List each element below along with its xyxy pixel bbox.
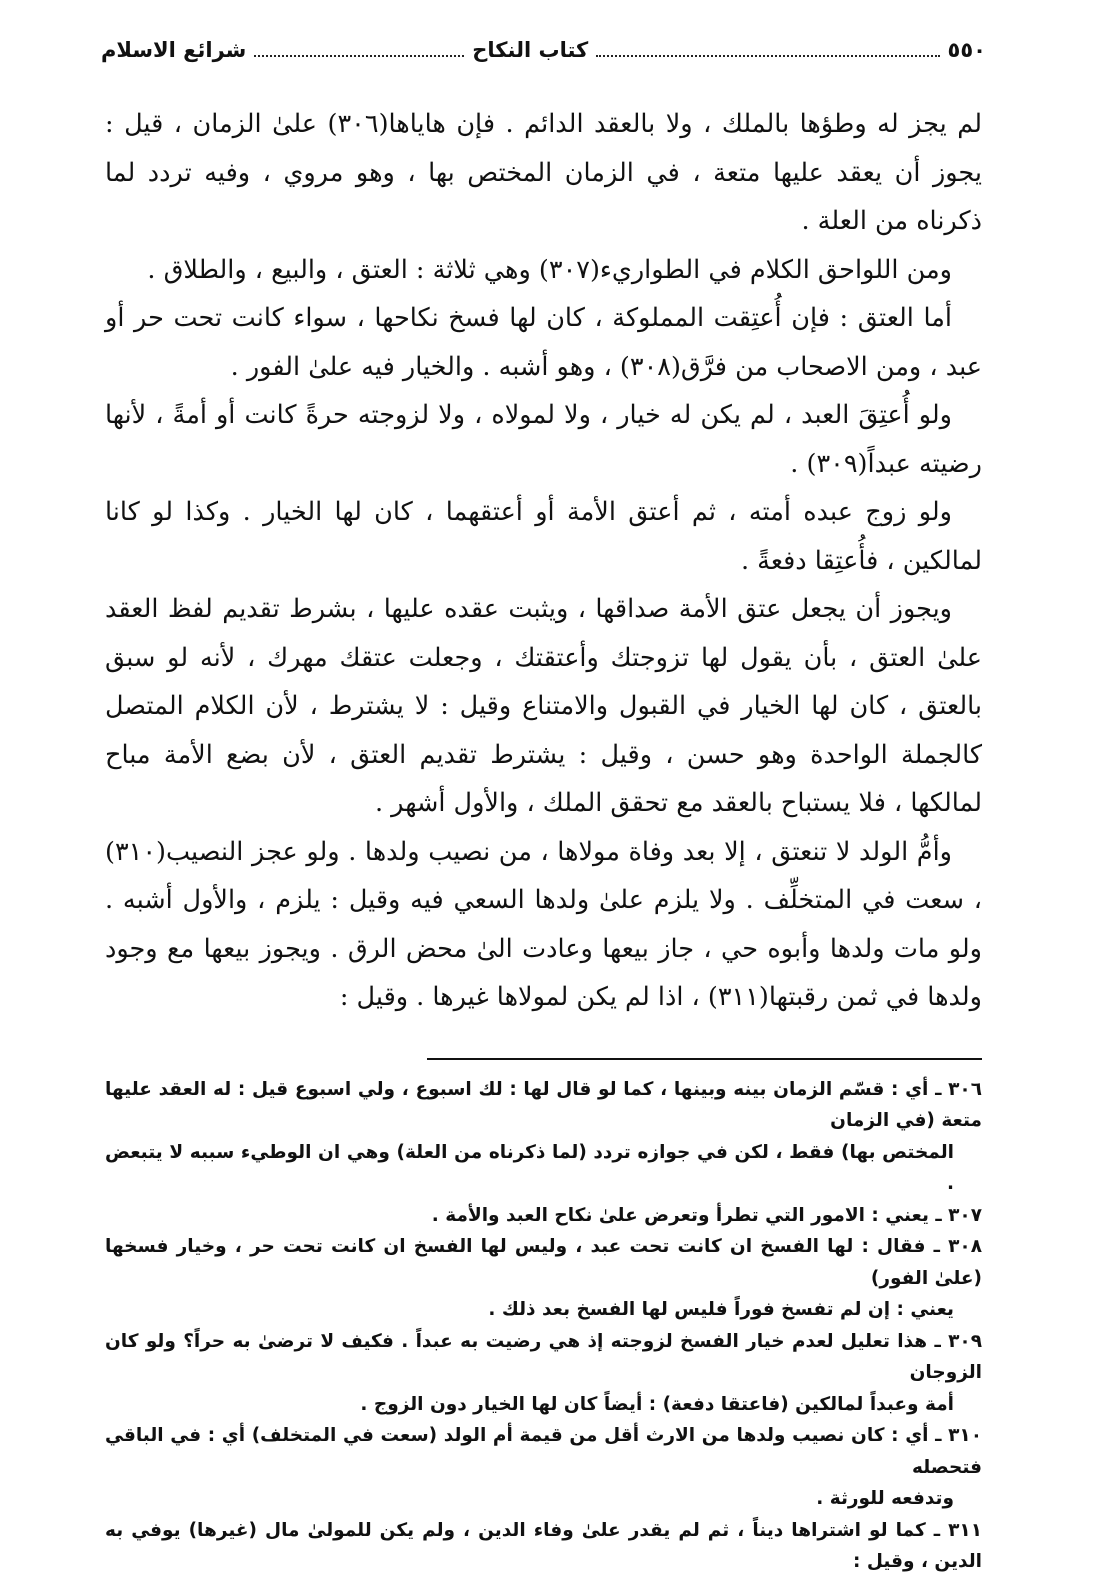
running-header	[101, 38, 986, 78]
footnote-line: وتدفعه للورثة .	[816, 1488, 954, 1509]
page-number: ٥٥٠	[947, 38, 986, 62]
footnote	[105, 1420, 982, 1515]
footnote	[105, 1515, 982, 1578]
paragraph: وأمُّ الولد لا تنعتق ، إلا بعد وفاة مولاها ، من نصيب ولدها . ولو عجز النصيب(٣١٠) ، سعت في المتخلِّف . ولا يلزم علىٰ ولدها السعي فيه وقيل : يلزم ، والأول أشبه . ولو مات ولدها وأبوه حي ، جاز بيعها وعادت الىٰ محض الرق . ويجوز بيعها مع وجود ولدها في ثمن رقبتها(٣١١) ، اذا لم يكن لمولاها غيرها . وقيل :	[105, 836, 982, 1012]
footnote-line: ٣٠٩ ـ هذا تعليل لعدم خيار الفسخ لزوجته إذ هي رضيت به عبداً . فكيف لا ترضىٰ به حراً؟ ولو كان الزوجان	[105, 1330, 982, 1383]
footnote	[105, 1326, 982, 1421]
footnote-line: يعني : إن لم تفسخ فوراً فليس لها الفسخ بعد ذلك .	[488, 1299, 954, 1320]
paragraph: ولو أُعتِقَ العبد ، لم يكن له خيار ، ولا لمولاه ، ولا لزوجته حرةً كانت أو أمةً ، لأنها رضيته عبداً(٣٠٩) .	[105, 400, 982, 479]
footnote-line: ٣٠٦ ـ أي : قسّم الزمان بينه وبينها ، كما لو قال لها : لك اسبوع ، ولي اسبوع قيل : له العقد عليها متعة (في الزمان	[105, 1078, 982, 1131]
paragraph: ومن اللواحق الكلام في الطواريء(٣٠٧) وهي ثلاثة : العتق ، والبيع ، والطلاق .	[147, 254, 952, 285]
paragraph: لم يجز له وطؤها بالملك ، ولا بالعقد الدائم . فإن هاياها(٣٠٦) علىٰ الزمان ، قيل : يجوز أن يعقد عليها متعة ، في الزمان المختص بها ، وهو مروي ، وفيه تردد لما ذكرناه من العلة .	[105, 109, 982, 236]
footnote-separator	[427, 1058, 982, 1060]
header-dotted-leader	[254, 41, 464, 57]
paragraph: ويجوز أن يجعل عتق الأمة صداقها ، ويثبت عقده عليها ، بشرط تقديم لفظ العقد علىٰ العتق ، بأن يقول لها تزوجتك وأعتقتك ، وجعلت عتقك مهرك ، لأنه لو سبق بالعتق ، كان لها الخيار في القبول والامتناع وقيل : لا يشترط ، لأن الكلام المتصل كالجملة الواحدة وهو حسن ، وقيل : يشترط تقديم العتق ، لأن بضع الأمة مباح لمالكها ، فلا يستباح بالعقد مع تحقق الملك ، والأول أشهر .	[105, 594, 982, 818]
footnotes	[105, 1074, 982, 1578]
footnote-line: ٣٠٨ ـ فقال : لها الفسخ ان كانت تحت عبد ، وليس لها الفسخ ان كانت تحت حر ، وخيار فسخها (علىٰ الفور)	[105, 1236, 982, 1289]
main-text	[105, 100, 982, 1022]
paragraph: ولو زوج عبده أمته ، ثم أعتق الأمة أو أعتقهما ، كان لها الخيار . وكذا لو كانا لمالكين ، فأُعتِقا دفعةً .	[105, 497, 982, 576]
book-title: شرائع الاسلام	[101, 38, 247, 62]
chapter-title: كتاب النكاح	[472, 38, 589, 62]
footnote-line: المختص بها) فقط ، لكن في جوازه تردد (لما ذكرناه من العلة) وهي ان الوطيء سببه لا يتبعض .	[105, 1141, 954, 1194]
footnote	[105, 1231, 982, 1326]
footnote-line: أمة وعبداً لمالكين (فاعتقا دفعة) : أيضاً كان لها الخيار دون الزوج .	[360, 1393, 954, 1415]
footnote	[105, 1200, 982, 1232]
header-dotted-leader	[596, 41, 939, 57]
footnote-line: ٣١١ ـ كما لو اشتراها ديناً ، ثم لم يقدر علىٰ وفاء الدين ، ولم يكن للمولىٰ مال (غيرها) يوفي به الدين ، وقيل :	[105, 1519, 982, 1572]
paragraph: أما العتق : فإن أُعتِقت المملوكة ، كان لها فسخ نكاحها ، سواء كانت تحت حر أو عبد ، ومن الاصحاب من فرَّق(٣٠٨) ، وهو أشبه . والخيار فيه علىٰ الفور .	[105, 303, 982, 382]
footnote	[105, 1074, 982, 1200]
footnote-line: ٣١٠ ـ أي : كان نصيب ولدها من الارث أقل من قيمة أم الولد (سعت في المتخلف) أي : في الباقي فتحصله	[105, 1425, 982, 1478]
footnote-line: ٣٠٧ ـ يعني : الامور التي تطرأ وتعرض علىٰ نكاح العبد والأمة .	[431, 1204, 982, 1226]
